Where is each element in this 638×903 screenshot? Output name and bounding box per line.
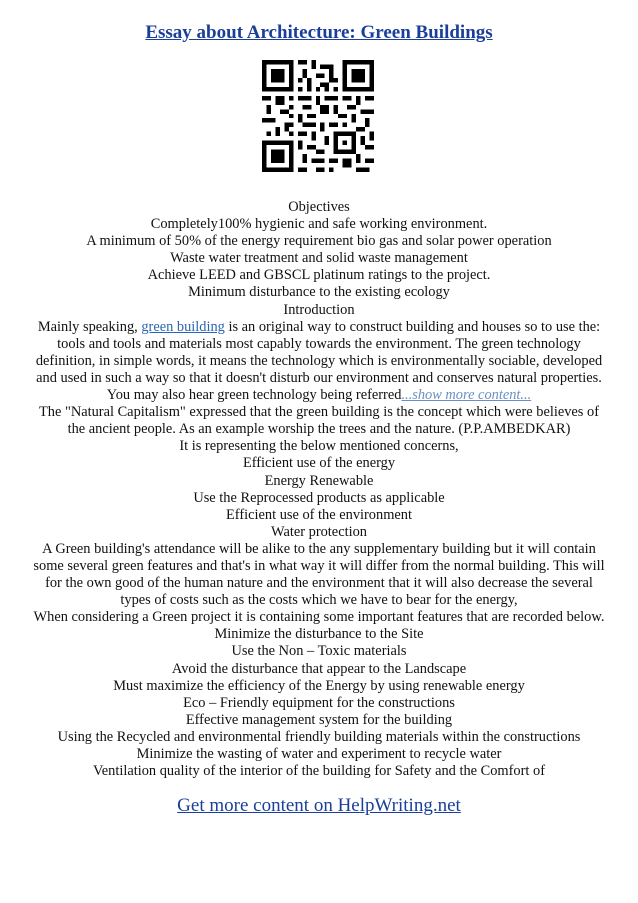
essay-body bbox=[0, 199, 638, 780]
objective-line: Completely100% hygienic and safe working environment. bbox=[150, 216, 488, 233]
intro-prefix: Mainly speaking, bbox=[37, 318, 142, 335]
list-item: Efficient use of the energy bbox=[242, 455, 396, 472]
section-heading: Objectives bbox=[288, 199, 350, 215]
paragraph-line: A Green building's attendance will be alike to the any supplementary building but it will contain bbox=[42, 540, 596, 557]
list-item: Effective management system for the building bbox=[185, 711, 453, 728]
section-heading: Introduction bbox=[283, 301, 355, 318]
paragraph-line: tools and tools and materials most capably towards the environment. The green technology bbox=[57, 335, 581, 352]
list-item: Efficient use of the environment bbox=[226, 506, 412, 523]
paragraph-line: and used in such a way so that it doesn't disturb our environment and conserves natural properties. bbox=[36, 369, 602, 386]
paragraph-line: When considering a Green project it is containing some important features that are recorded below. bbox=[33, 609, 605, 626]
document-title[interactable]: Essay about Architecture: Green Buildings bbox=[145, 22, 493, 43]
list-item: Minimize the disturbance to the Site bbox=[214, 626, 424, 643]
list-item: Avoid the disturbance that appear to the Landscape bbox=[171, 660, 467, 677]
paragraph-line: the ancient people. As an example worship the trees and the nature. (P.P.AMBEDKAR) bbox=[67, 421, 571, 438]
list-item: Use the Non – Toxic materials bbox=[231, 643, 407, 660]
paragraph-line bbox=[0, 319, 638, 336]
list-item: Water protection bbox=[271, 523, 367, 540]
objective-line: Achieve LEED and GBSCL platinum ratings to the project. bbox=[147, 267, 491, 284]
paragraph-line: The "Natural Capitalism" expressed that the green building is the concept which were believes of bbox=[38, 404, 599, 421]
list-item: Must maximize the efficiency of the Energy by using renewable energy bbox=[113, 677, 525, 694]
objective-line: Minimum disturbance to the existing ecology bbox=[188, 284, 450, 301]
paragraph-line: definition, in simple words, it means the technology which is environmentally sociable, developed bbox=[35, 352, 603, 369]
paragraph-line: for the own good of the human nature and the environment that it will also decrease the several bbox=[45, 575, 593, 592]
paragraph-line: It is representing the below mentioned concerns, bbox=[179, 438, 459, 455]
objective-line: A minimum of 50% of the energy requirement bio gas and solar power operation bbox=[86, 233, 552, 250]
show-more-link[interactable]: ...show more content... bbox=[401, 387, 532, 404]
paragraph-line: some several green features and that's in what way it will differ from the normal building. This will bbox=[33, 557, 605, 574]
objective-line: Waste water treatment and solid waste management bbox=[170, 250, 468, 267]
list-item: Ventilation quality of the interior of the building for Safety and the Comfort of bbox=[92, 763, 545, 780]
get-more-content-link[interactable]: Get more content on HelpWriting.net bbox=[177, 795, 461, 816]
paragraph-line bbox=[0, 387, 638, 404]
qr-code-icon bbox=[262, 60, 374, 172]
list-item: Energy Renewable bbox=[264, 472, 374, 489]
list-item: Using the Recycled and environmental friendly building materials within the constructions bbox=[57, 728, 581, 745]
list-item: Eco – Friendly equipment for the constructions bbox=[183, 694, 455, 711]
list-item: Minimize the wasting of water and experiment to recycle water bbox=[136, 746, 502, 762]
green-building-link[interactable]: green building bbox=[141, 318, 225, 335]
referred-text: You may also hear green technology being referred bbox=[106, 387, 402, 404]
intro-suffix: is an original way to construct building and houses so to use the: bbox=[224, 318, 601, 335]
paragraph-line: types of costs such as the costs which we have to bear for the energy, bbox=[120, 592, 518, 609]
list-item: Use the Reprocessed products as applicable bbox=[193, 489, 445, 506]
